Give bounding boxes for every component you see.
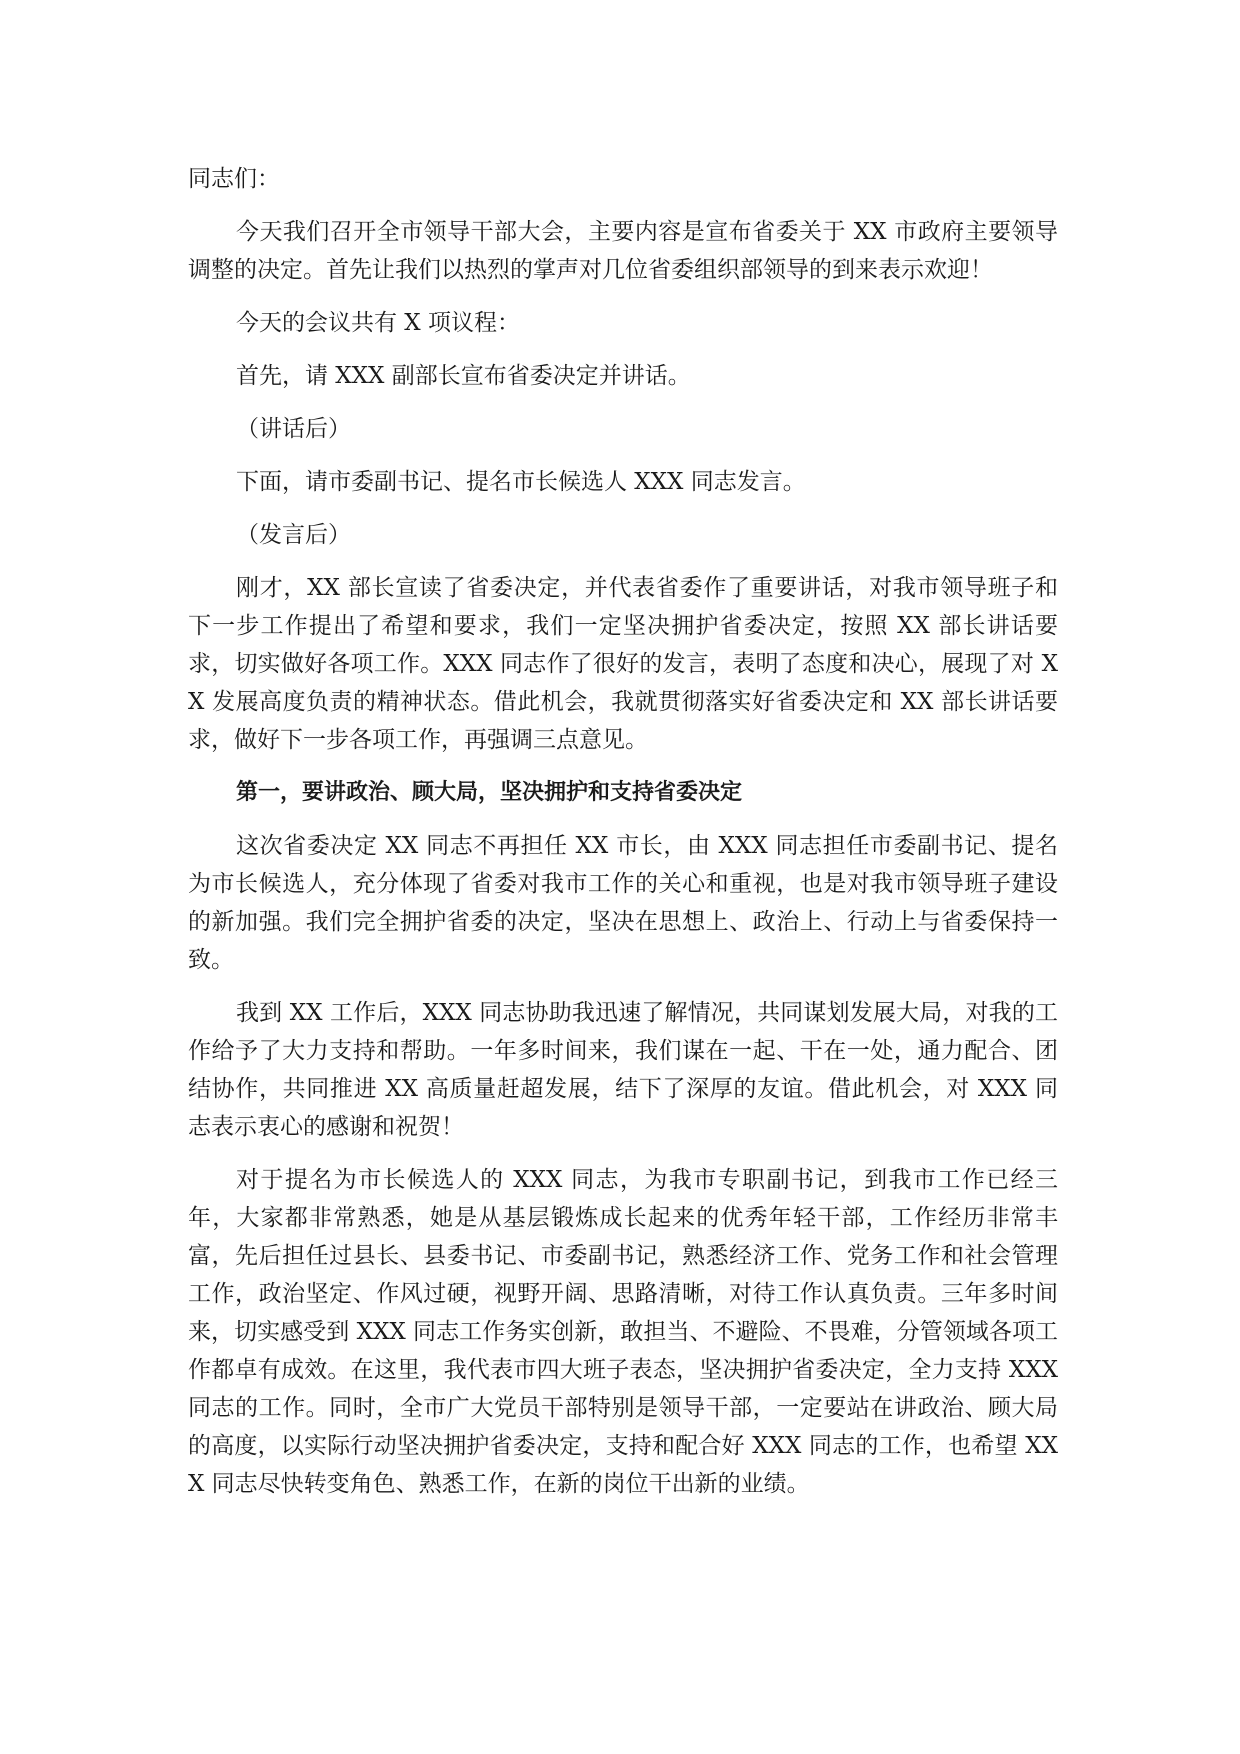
paragraph-agenda-item-1: 首先，请 XXX 副部长宣布省委决定并讲话。 xyxy=(236,363,691,389)
paragraph-agenda-item-2: 下面，请市委副书记、提名市长候选人 XXX 同志发言。 xyxy=(236,469,806,495)
stage-direction-after-speech: （讲话后） xyxy=(236,416,351,442)
section-1-paragraph-3: 对于提名为市长候选人的 XXX 同志，为我市专职副书记，到我市工作已经三年，大家都非常熟悉，她是从基层锻炼成长起来的优秀年轻干部，工作经历非常丰富，先后担任过县长、县委书记、市委副书记，熟悉经济工作、党务工作和社会管理工作，政治坚定、作风过硬，视野开阔、思路清晰，对待工作认真负责。三年多时间来，切实感受到 XXX 同志工作务实创新，敢担当、不避险、不畏难，分管领域各项工作都卓有成效。在这里，我代表市四大班子表态，坚决拥护省委决定，全力支持 XXX 同志的工作。同时，全市广大党员干部特别是领导干部，一定要站在讲政治、顾大局的高度，以实际行动坚决拥护省委决定，支持和配合好 XXX 同志的工作，也希望 XXX 同志尽快转变角色、熟悉工作，在新的岗位干出新的业绩。 xyxy=(188,1167,1058,1497)
paragraph-summary: 刚才，XX 部长宣读了省委决定，并代表省委作了重要讲话，对我市领导班子和下一步工作提出了希望和要求，我们一定坚决拥护省委决定，按照 XX 部长讲话要求，切实做好各项工作。XXX 同志作了很好的发言，表明了态度和决心，展现了对 XX 发展高度负责的精神状态。借此机会，我就贯彻落实好省委决定和 XX 部长讲话要求，做好下一步各项工作，再强调三点意见。 xyxy=(188,575,1058,753)
document-body xyxy=(188,160,1058,1518)
paragraph-opening: 今天我们召开全市领导干部大会，主要内容是宣布省委关于 XX 市政府主要领导调整的决定。首先让我们以热烈的掌声对几位省委组织部领导的到来表示欢迎！ xyxy=(188,219,1058,283)
paragraph-agenda-count: 今天的会议共有 X 项议程： xyxy=(236,310,520,336)
section-1-paragraph-1: 这次省委决定 XX 同志不再担任 XX 市长，由 XXX 同志担任市委副书记、提名为市长候选人，充分体现了省委对我市工作的关心和重视，也是对我市领导班子建设的新加强。我们完全拥护省委的决定，坚决在思想上、政治上、行动上与省委保持一致。 xyxy=(188,833,1058,973)
section-heading-1: 第一，要讲政治、顾大局，坚决拥护和支持省委决定 xyxy=(236,780,743,805)
section-1-paragraph-2: 我到 XX 工作后，XXX 同志协助我迅速了解情况，共同谋划发展大局，对我的工作给予了大力支持和帮助。一年多时间来，我们谋在一起、干在一处，通力配合、团结协作，共同推进 XX 高质量赶超发展，结下了深厚的友谊。借此机会，对 XXX 同志表示衷心的感谢和祝贺！ xyxy=(188,1000,1058,1140)
stage-direction-after-remarks: （发言后） xyxy=(236,522,351,548)
salutation: 同志们： xyxy=(188,166,280,192)
